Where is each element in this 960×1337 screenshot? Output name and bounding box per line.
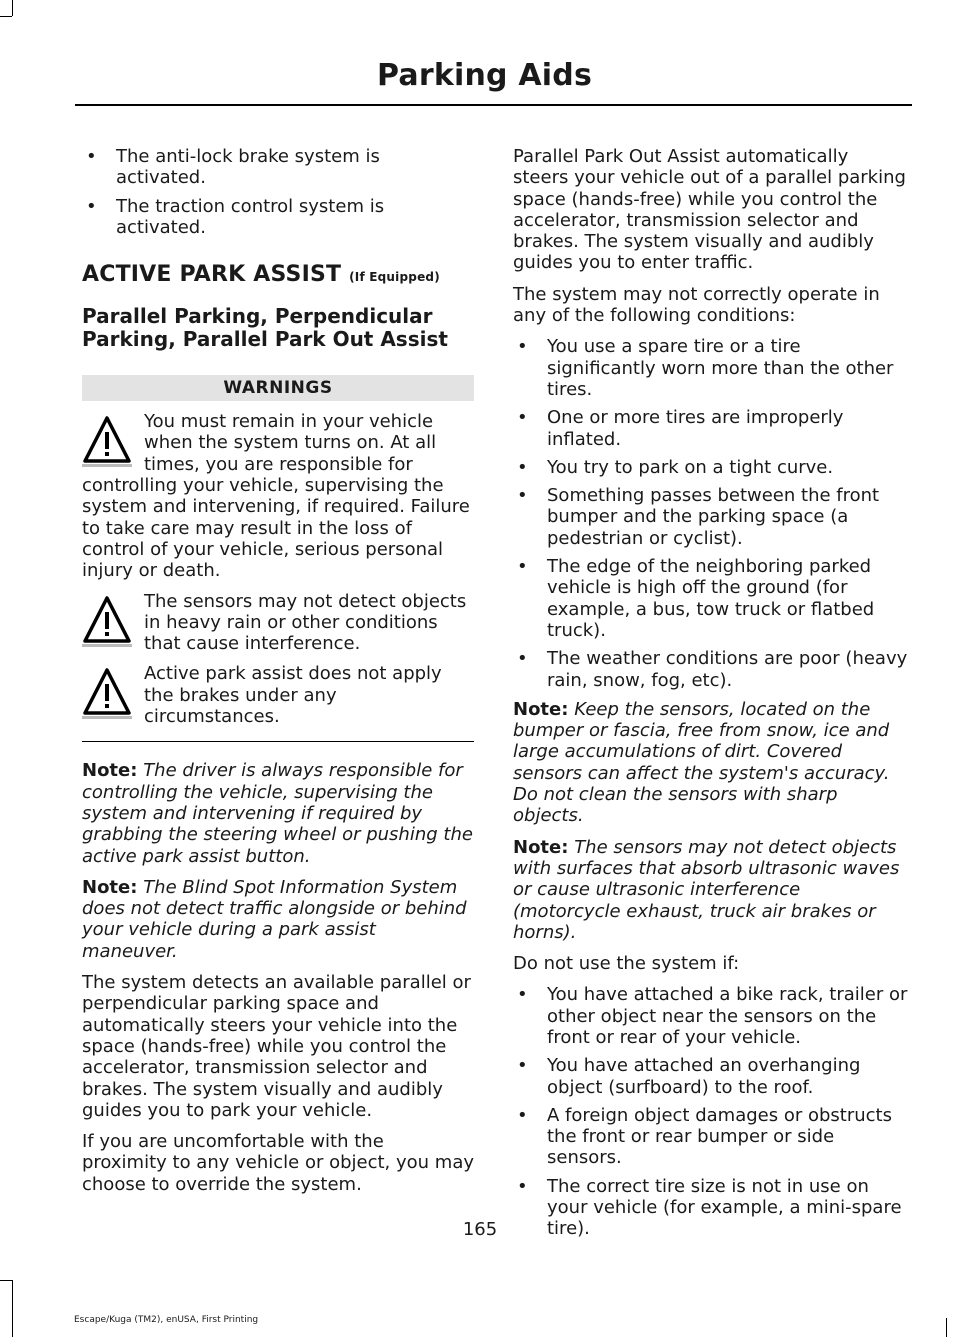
warnings-end-rule bbox=[82, 741, 474, 742]
page-number: 165 bbox=[462, 1219, 498, 1240]
section-heading: ACTIVE PARK ASSIST (If Equipped) bbox=[82, 262, 440, 288]
conditions-list bbox=[513, 336, 908, 690]
list-item: • A foreign object damages or obstructs the front or rear bumper or side sensors. bbox=[517, 1104, 892, 1169]
crop-mark-bottom-right bbox=[946, 1318, 947, 1337]
right-column bbox=[513, 146, 908, 1247]
warning-item: You must remain in your vehicle when the system turns on. At all times, you are responsible for controlling your vehicle, supervising the system and intervening, if required. Failure to take care may result in the loss of control of your vehicle, serious personal injury or death. bbox=[82, 411, 470, 582]
warning-item: The sensors may not detect objects in heavy rain or other conditions that cause interference. bbox=[82, 591, 474, 655]
note: Note: Keep the sensors, located on the bumper or fascia, free from snow, ice and large accumulations of dirt. Covered sensors can affect the system's accuracy. Do not clean the sensors with sharp objects. bbox=[513, 698, 890, 827]
header-rule bbox=[75, 104, 912, 106]
body-paragraph: Do not use the system if: bbox=[513, 953, 740, 975]
warnings-bar: WARNINGS bbox=[82, 375, 474, 401]
crop-mark-top-left-h bbox=[0, 16, 12, 17]
crop-mark-bottom-left-h bbox=[0, 1280, 12, 1281]
warning-triangle-icon bbox=[82, 415, 132, 467]
crop-mark-bottom-left bbox=[12, 1280, 13, 1337]
note: Note: The Blind Spot Information System does not detect traffic alongside or behind your vehicle during a park assist maneuver. bbox=[82, 876, 467, 962]
note: Note: The sensors may not detect objects with surfaces that absorb ultrasonic waves or cause ultrasonic interference (motorcycle exhaust, truck air brakes or horns). bbox=[513, 836, 900, 943]
do-not-use-list bbox=[513, 984, 908, 1239]
list-item: • You have attached an overhanging object (surfboard) to the roof. bbox=[517, 1055, 861, 1098]
list-item: • You use a spare tire or a tire significantly worn more than the other tires. bbox=[517, 336, 894, 400]
list-item: • You have attached a bike rack, trailer or other object near the sensors on the front or rear of your vehicle. bbox=[517, 984, 908, 1048]
warning-triangle-icon bbox=[82, 667, 132, 719]
warning-item: Active park assist does not apply the brakes under any circumstances. bbox=[82, 663, 474, 727]
list-item: • The correct tire size is not in use on your vehicle (for example, a mini-spare tire). bbox=[517, 1175, 902, 1240]
note: Note: The driver is always responsible for controlling the vehicle, supervising the system and intervening if required by grabbing the steering wheel or pushing the active park assist button. bbox=[82, 760, 473, 867]
body-paragraph: The system detects an available parallel or perpendicular parking space and automatically steers your vehicle into the space (hands-free) while you control the accelerator, transmission selector and brakes. The system visually and audibly guides you to park your vehicle. bbox=[82, 972, 471, 1121]
list-item: • One or more tires are improperly inflated. bbox=[517, 407, 844, 450]
left-column bbox=[82, 146, 474, 1205]
equipped-qualifier: (If Equipped) bbox=[349, 270, 440, 285]
body-paragraph: The system may not correctly operate in any of the following conditions: bbox=[513, 283, 880, 327]
crop-mark-top-left bbox=[12, 0, 13, 16]
list-item: • The weather conditions are poor (heavy rain, snow, fog, etc). bbox=[517, 648, 908, 691]
subsection-heading: Parallel Parking, Perpendicular Parking, Parallel Park Out Assist bbox=[82, 304, 448, 352]
body-paragraph: If you are uncomfortable with the proximity to any vehicle or object, you may choose to override the system. bbox=[82, 1131, 475, 1195]
section-title: Parking Aids bbox=[377, 58, 592, 93]
list-item: • You try to park on a tight curve. bbox=[517, 456, 834, 478]
warning-triangle-icon bbox=[82, 595, 132, 647]
list-item: • The traction control system is activated. bbox=[86, 195, 385, 238]
list-item: • The edge of the neighboring parked vehicle is high off the ground (for example, a bus, tow truck or flatbed truck). bbox=[517, 556, 875, 641]
top-bullet-list bbox=[82, 146, 474, 238]
edition-footer: Escape/Kuga (TM2), enUSA, First Printing bbox=[74, 1315, 259, 1325]
list-item: • Something passes between the front bumper and the parking space (a pedestrian or cyclist). bbox=[517, 485, 880, 549]
list-item: • The anti-lock brake system is activated. bbox=[86, 146, 380, 189]
body-paragraph: Parallel Park Out Assist automatically steers your vehicle out of a parallel parking space (hands-free) while you control the accelerator, transmission selector and brakes. The system visually and audibly guides you to enter traffic. bbox=[513, 146, 906, 274]
